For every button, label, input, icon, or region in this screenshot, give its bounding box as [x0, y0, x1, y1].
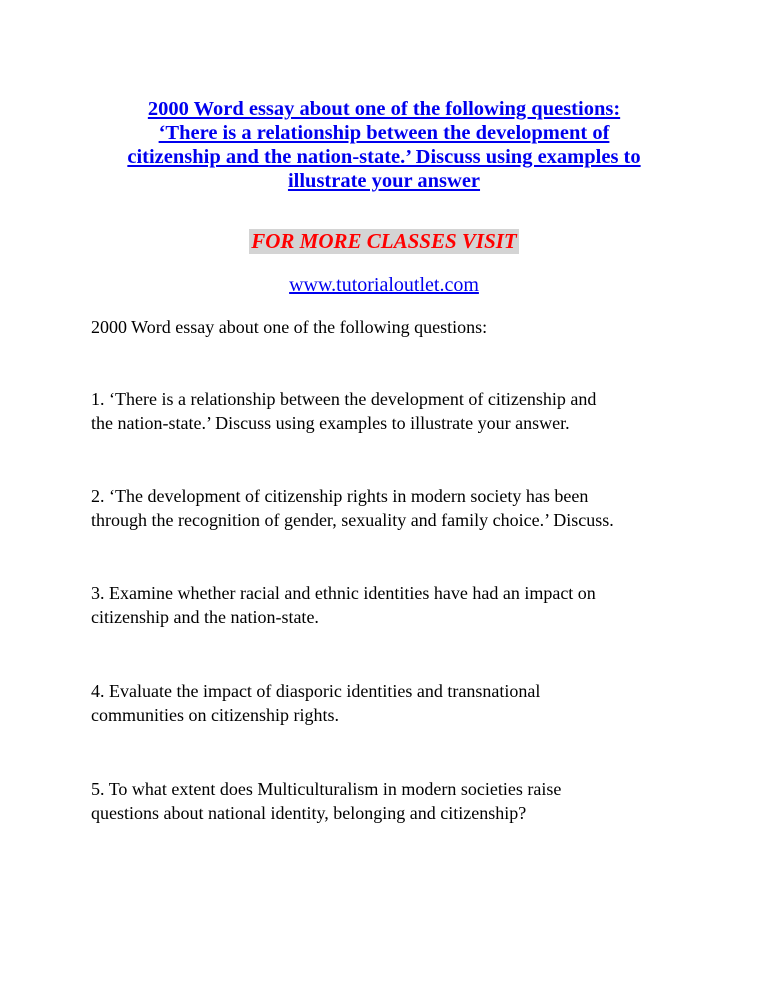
- title-line-3[interactable]: citizenship and the nation-state.’ Discuss using examples to: [127, 146, 641, 168]
- question-1-text-2: the nation-state.’ Discuss using examples to illustrate your answer.: [91, 413, 570, 433]
- question-3-text-2: citizenship and the nation-state.: [91, 607, 319, 627]
- question-1-line-1: [91, 389, 596, 409]
- promo-banner: [0, 229, 768, 254]
- title-line-2[interactable]: ‘There is a relationship between the development of: [158, 122, 610, 144]
- question-4-text-1: Evaluate the impact of diasporic identities and transnational: [109, 681, 541, 701]
- question-3-number: 3.: [91, 583, 105, 603]
- intro-text: 2000 Word essay about one of the following questions:: [91, 317, 488, 337]
- website-container: [0, 273, 768, 297]
- question-2-number: 2.: [91, 486, 105, 506]
- question-item: [91, 484, 711, 532]
- question-1-text-1: ‘There is a relationship between the development of citizenship and: [109, 389, 597, 409]
- question-1-number: 1.: [91, 389, 105, 409]
- question-2-line-1: [91, 486, 588, 506]
- question-4-line-1: [91, 681, 540, 701]
- question-4-number: 4.: [91, 681, 105, 701]
- question-5-text-2: questions about national identity, belonging and citizenship?: [91, 803, 527, 823]
- question-item: [91, 777, 711, 825]
- question-5-number: 5.: [91, 779, 105, 799]
- document-title[interactable]: [84, 97, 684, 193]
- question-item: [91, 387, 711, 435]
- question-2-text-2: through the recognition of gender, sexuality and family choice.’ Discuss.: [91, 510, 614, 530]
- website-link[interactable]: www.tutorialoutlet.com: [289, 274, 479, 296]
- question-2-text-1: ‘The development of citizenship rights in modern society has been: [109, 486, 589, 506]
- question-5-text-1: To what extent does Multiculturalism in modern societies raise: [108, 779, 562, 799]
- question-item: [91, 581, 711, 629]
- question-item: [91, 679, 711, 727]
- question-4-text-2: communities on citizenship rights.: [91, 705, 339, 725]
- question-3-line-1: [91, 583, 596, 603]
- title-line-4[interactable]: illustrate your answer: [287, 170, 481, 192]
- question-3-text-1: Examine whether racial and ethnic identities have had an impact on: [109, 583, 596, 603]
- title-line-1[interactable]: 2000 Word essay about one of the following questions:: [147, 98, 621, 120]
- question-5-line-1: [91, 779, 561, 799]
- promo-text: FOR MORE CLASSES VISIT: [251, 229, 517, 253]
